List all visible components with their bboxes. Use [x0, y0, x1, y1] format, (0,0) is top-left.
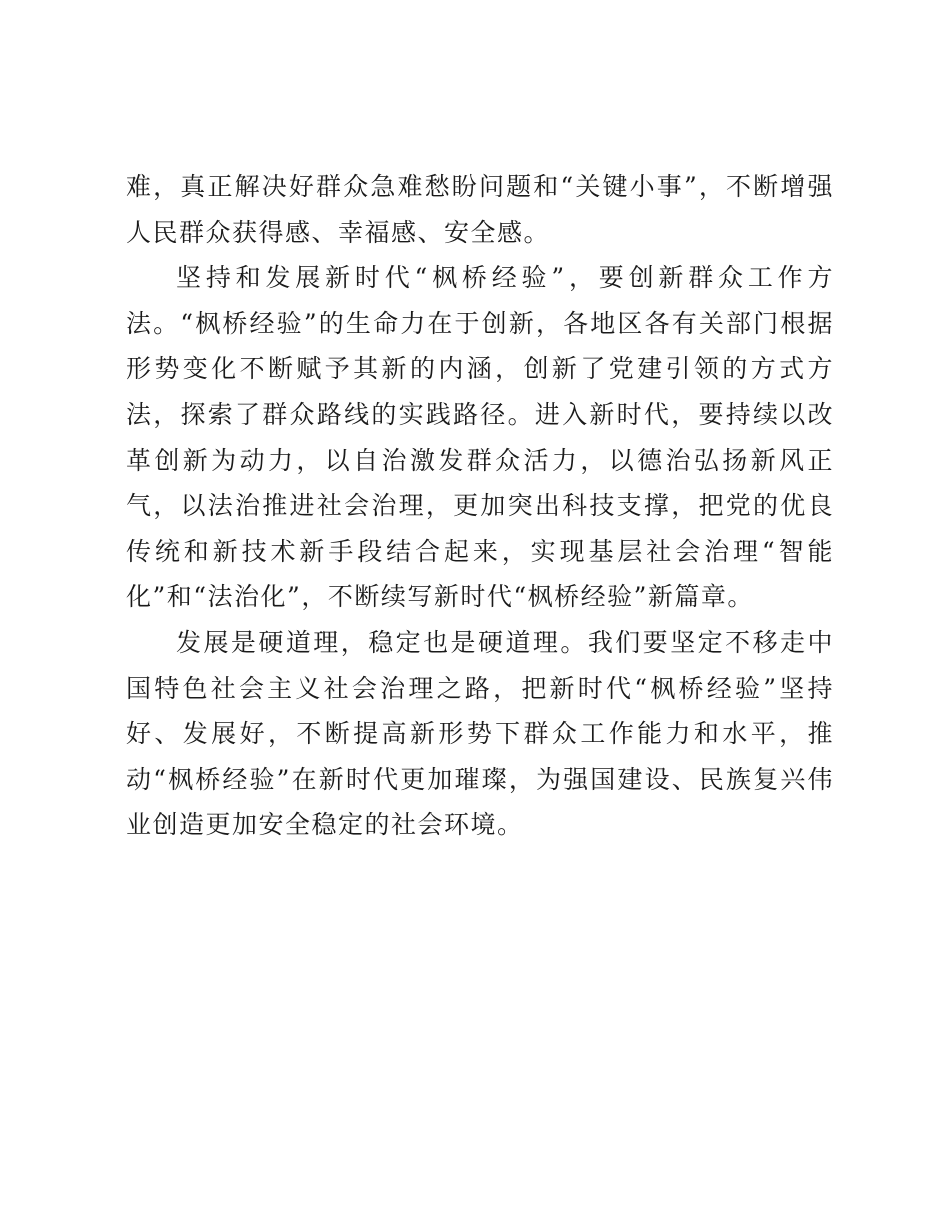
paragraph-development-stability: 发展是硬道理，稳定也是硬道理。我们要坚定不移走中国特色社会主义社会治理之路，把新时代“枫桥经验”坚持好、发展好，不断提高新形势下群众工作能力和水平，推动“枫桥经验”在新时代更加璀璨，为强国建设、民族复兴伟业创造更加安全稳定的社会环境。: [126, 627, 834, 840]
paragraph-innovation-methods: 坚持和发展新时代“枫桥经验”，要创新群众工作方法。“枫桥经验”的生命力在于创新，各地区各有关部门根据形势变化不断赋予其新的内涵，创新了党建引领的方式方法，探索了群众路线的实践路径。进入新时代，要持续以改革创新为动力，以自治激发群众活力，以德治弘扬新风正气，以法治推进社会治理，更加突出科技支撑，把党的优良传统和新技术新手段结合起来，实现基层社会治理“智能化”和“法治化”，不断续写新时代“枫桥经验”新篇章。: [126, 263, 834, 612]
document-body: [126, 164, 834, 848]
paragraph-continuation: 难，真正解决好群众急难愁盼问题和“关键小事”，不断增强人民群众获得感、幸福感、安全感。: [126, 172, 834, 247]
